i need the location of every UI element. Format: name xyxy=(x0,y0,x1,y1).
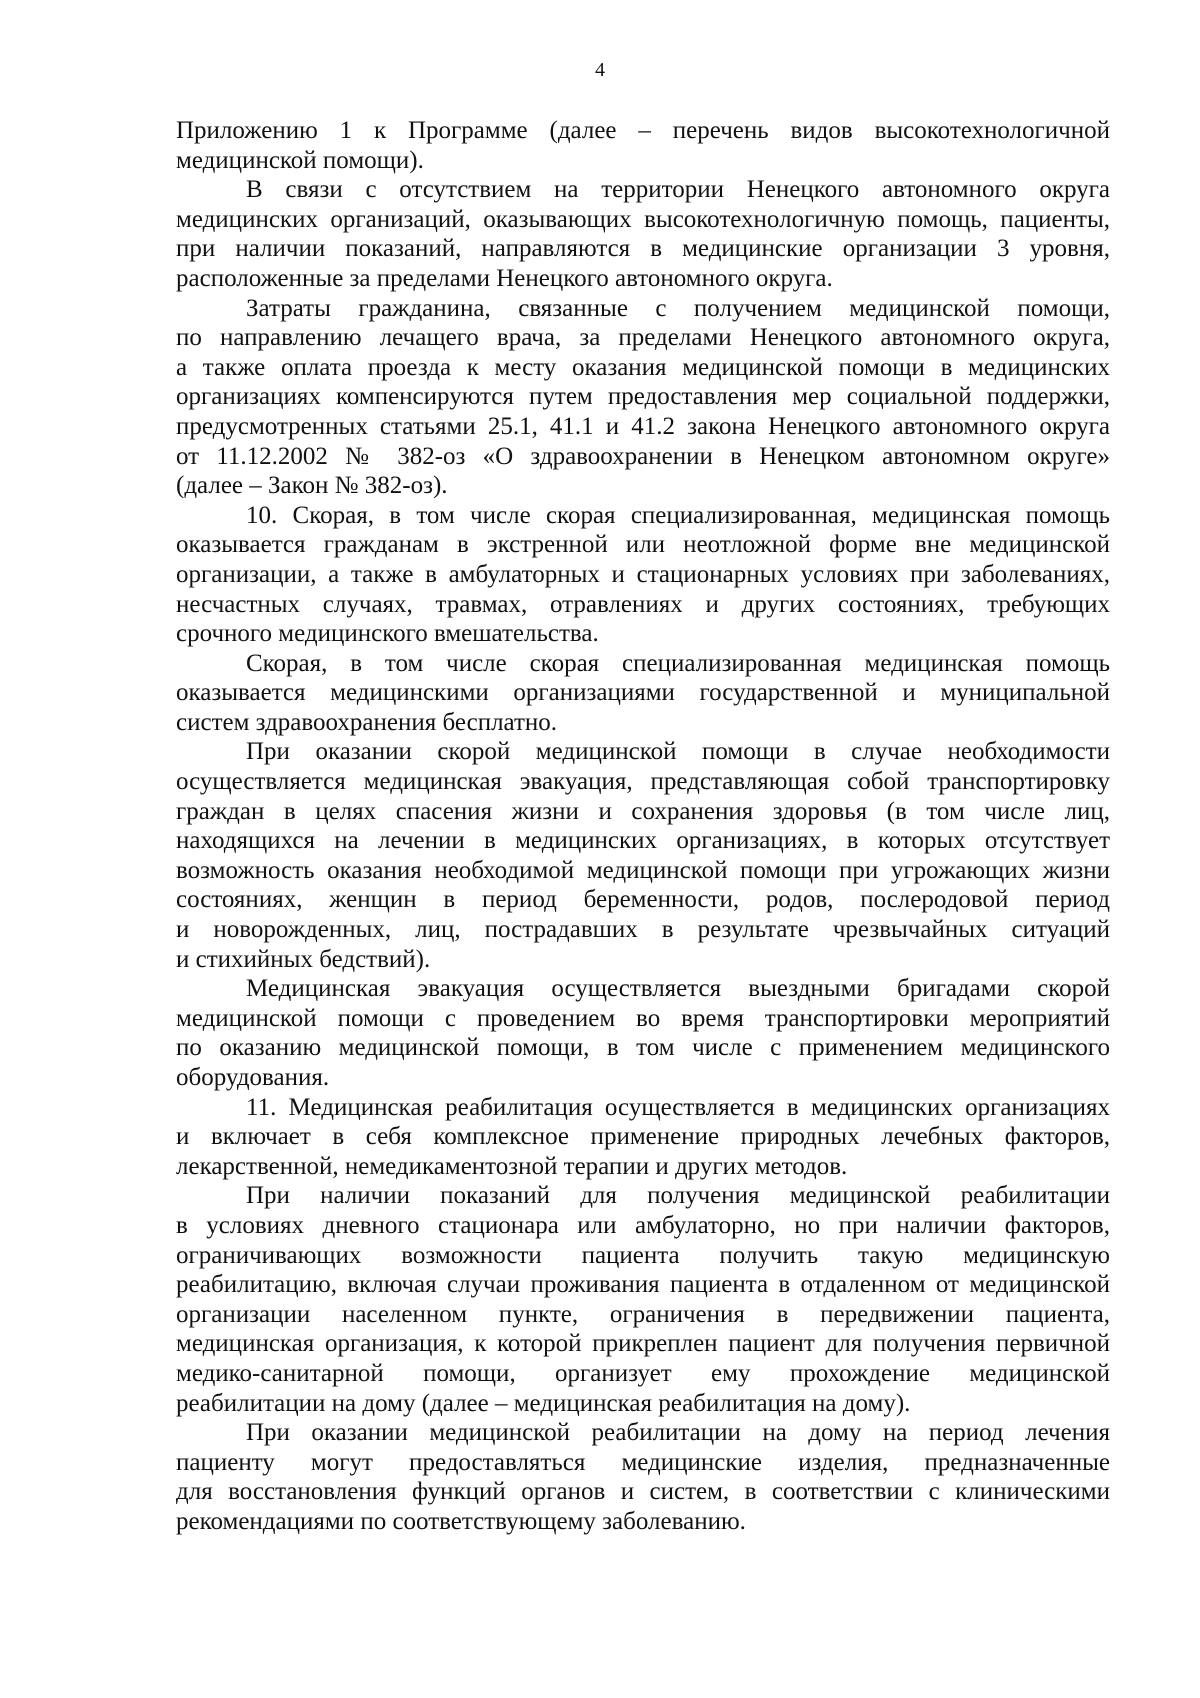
text-line: осуществляется медицинская эвакуация, представляющая собой транспортировку xyxy=(176,768,1110,796)
text-line: медико-санитарной помощи, организует ему прохождение медицинской xyxy=(176,1359,1110,1387)
text-line: организации населенном пункте, ограничения в передвижении пациента, xyxy=(176,1300,1110,1328)
text-line: расположенные за пределами Ненецкого автономного округа. xyxy=(176,264,833,292)
text-line: состояниях, женщин в период беременности, родов, послеродовой период xyxy=(176,886,1110,914)
text-line: и включает в себя комплексное применение природных лечебных факторов, xyxy=(176,1123,1110,1151)
text-line: а также оплата проезда к месту оказания медицинской помощи в медицинских xyxy=(176,353,1110,381)
text-line: граждан в целях спасения жизни и сохранения здоровья (в том числе лиц, xyxy=(176,797,1110,825)
text-line: Скорая, в том числе скорая специализированная медицинская помощь xyxy=(246,649,1110,677)
text-line: рекомендациями по соответствующему заболеванию. xyxy=(176,1507,746,1535)
text-line: систем здравоохранения бесплатно. xyxy=(176,708,558,736)
text-line: медицинская организация, к которой прикреплен пациент для получения первичной xyxy=(176,1330,1110,1358)
text-line: и стихийных бедствий). xyxy=(176,945,431,973)
page-number: 4 xyxy=(595,59,605,81)
text-line: 10. Скорая, в том числе скорая специализированная, медицинская помощь xyxy=(246,501,1110,529)
text-line: 11. Медицинская реабилитация осуществляется в медицинских организациях xyxy=(246,1093,1110,1121)
text-line: оборудования. xyxy=(176,1064,330,1091)
text-line: при наличии показаний, направляются в медицинские организации 3 уровня, xyxy=(176,235,1110,263)
text-line: и новорожденных, лиц, пострадавших в результате чрезвычайных ситуаций xyxy=(176,916,1110,944)
text-line: медицинской помощи). xyxy=(176,146,424,174)
text-line: Медицинская эвакуация осуществляется выездными бригадами скорой xyxy=(246,975,1110,1003)
text-line: В связи с отсутствием на территории Ненецкого автономного округа xyxy=(246,176,1110,204)
text-line: (далее – Закон № 382-оз). xyxy=(176,472,448,500)
text-line: Затраты гражданина, связанные с получением медицинской помощи, xyxy=(246,294,1110,322)
text-line: срочного медицинского вмешательства. xyxy=(176,620,599,648)
text-line: предусмотренных статьями 25.1, 41.1 и 41.2 закона Ненецкого автономного округа xyxy=(176,412,1110,440)
text-line: находящихся на лечении в медицинских организациях, в которых отсутствует xyxy=(176,827,1110,855)
text-line: При оказании скорой медицинской помощи в случае необходимости xyxy=(246,738,1110,766)
document-body xyxy=(176,116,1110,1537)
text-line: При оказании медицинской реабилитации на дому на период лечения xyxy=(246,1419,1110,1447)
text-line: по направлению лечащего врача, за пределами Ненецкого автономного округа, xyxy=(176,324,1110,352)
text-line: оказывается медицинскими организациями государственной и муниципальной xyxy=(176,679,1110,707)
text-line: по оказанию медицинской помощи, в том числе с применением медицинского xyxy=(176,1034,1110,1062)
text-line: в условиях дневного стационара или амбулаторно, но при наличии факторов, xyxy=(176,1211,1110,1239)
text-line: пациенту могут предоставляться медицинские изделия, предназначенные xyxy=(176,1448,1110,1476)
text-line: реабилитации на дому (далее – медицинская реабилитация на дому). xyxy=(176,1389,911,1417)
text-line: медицинских организаций, оказывающих высокотехнологичную помощь, пациенты, xyxy=(176,205,1110,233)
text-line: При наличии показаний для получения медицинской реабилитации xyxy=(246,1182,1110,1210)
text-line: медицинской помощи с проведением во время транспортировки мероприятий xyxy=(176,1004,1110,1032)
text-line: организации, а также в амбулаторных и стационарных условиях при заболеваниях, xyxy=(176,560,1110,588)
text-line: от 11.12.2002 № 382-оз «О здравоохранении в Ненецком автономном округе» xyxy=(176,442,1110,470)
text-line: несчастных случаях, травмах, отравлениях и других состояниях, требующих xyxy=(176,590,1110,618)
text-line: реабилитацию, включая случаи проживания пациента в отдаленном от медицинской xyxy=(176,1271,1110,1299)
text-line: оказывается гражданам в экстренной или неотложной форме вне медицинской xyxy=(176,531,1110,559)
text-line: лекарственной, немедикаментозной терапии и других методов. xyxy=(176,1152,848,1180)
text-line: ограничивающих возможности пациента получить такую медицинскую xyxy=(176,1241,1110,1269)
text-line: для восстановления функций органов и систем, в соответствии с клиническими xyxy=(176,1478,1110,1506)
text-line: возможность оказания необходимой медицинской помощи при угрожающих жизни xyxy=(176,856,1110,884)
text-line: организациях компенсируются путем предоставления мер социальной поддержки, xyxy=(176,383,1110,411)
text-line: Приложению 1 к Программе (далее – перечень видов высокотехнологичной xyxy=(176,117,1110,144)
